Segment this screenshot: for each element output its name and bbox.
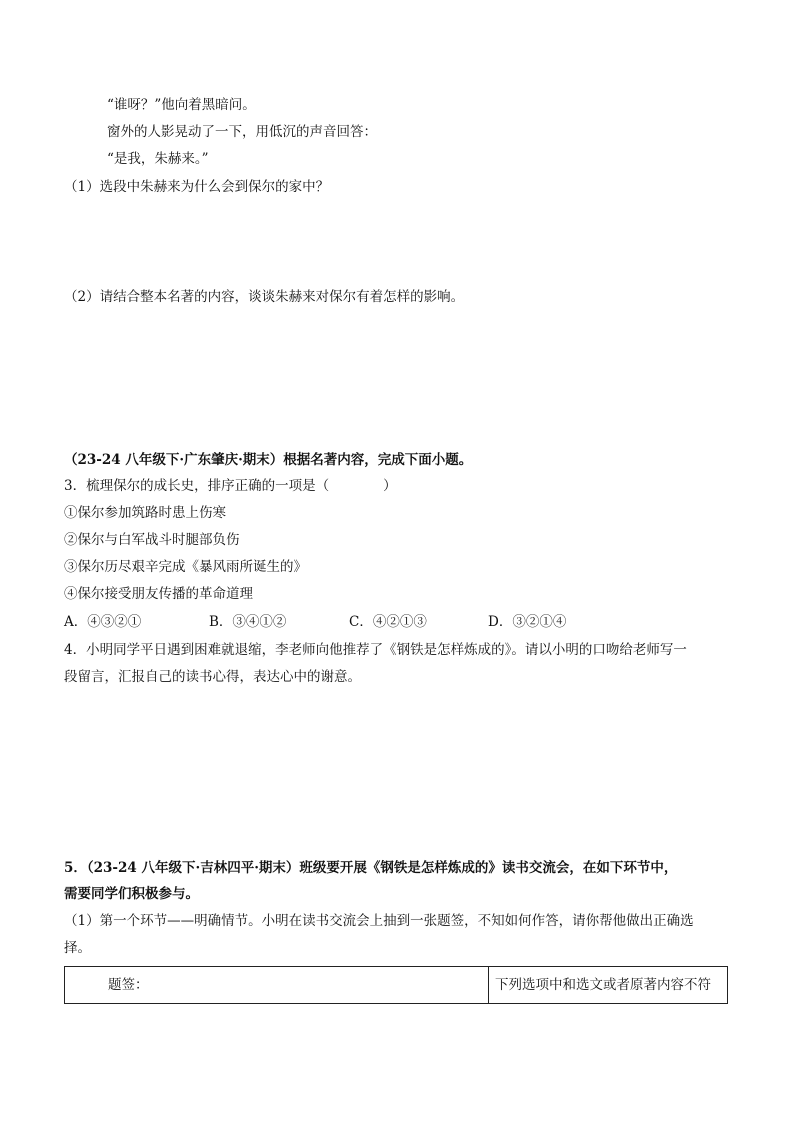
question-3-stem: 3．梳理保尔的成长史，排序正确的一项是（ ）	[64, 478, 397, 494]
option-a[interactable]: A．④③②①	[64, 614, 142, 630]
question-5-line-2: 需要同学们积极参与。	[64, 886, 199, 902]
option-d[interactable]: D．③②①④	[488, 614, 567, 630]
question-5-line-1: 5．（23-24 八年级下·吉林四平·期末）班级要开展《钢铁是怎样炼成的》读书交流会，在如下环节中，	[64, 860, 678, 876]
question-2-sub-2: （2）请结合整本名著的内容，谈谈朱赫来对保尔有着怎样的影响。	[64, 289, 465, 305]
question-4-line-1: 4．小明同学平日遇到困难就退缩，李老师向他推荐了《钢铁是怎样炼成的》。请以小明的口吻给老师写一	[64, 642, 687, 658]
question-3-item-2: ②保尔与白军战斗时腿部负伤	[64, 532, 240, 548]
table-cell-left	[65, 967, 489, 1003]
question-5-sub-1-line-1: （1）第一个环节——明确情节。小明在读书交流会上抽到一张题签，不知如何作答，请你帮他做出正确选	[64, 913, 694, 929]
question-3-item-1: ①保尔参加筑路时患上伤寒	[64, 505, 226, 521]
question-5-sub-1-line-2: 择。	[64, 940, 91, 956]
question-table	[64, 966, 728, 1004]
passage-line-1: “谁呀？”他向着黑暗问。	[107, 97, 256, 113]
question-3-item-4: ④保尔接受朋友传播的革命道理	[64, 586, 253, 602]
question-3-item-3: ③保尔历尽艰辛完成《暴风雨所诞生的》	[64, 559, 307, 575]
passage-line-2: 窗外的人影晃动了一下，用低沉的声音回答：	[107, 124, 377, 140]
option-b[interactable]: B．③④①②	[209, 614, 287, 630]
question-4-line-2: 段留言，汇报自己的读书心得，表达心中的谢意。	[64, 669, 361, 685]
question-2-sub-1: （1）选段中朱赫来为什么会到保尔的家中？	[64, 179, 330, 195]
question-3-options	[64, 612, 624, 632]
table-cell-right-text: 下列选项中和选文或者原著内容不符	[495, 977, 711, 993]
section-intro: （23-24 八年级下·广东肇庆·期末）根据名著内容，完成下面小题。	[64, 452, 473, 468]
option-c[interactable]: C．④②①③	[349, 614, 427, 630]
table-cell-left-text: 题签：	[108, 977, 149, 993]
passage-line-3: “是我，朱赫来。”	[107, 151, 209, 167]
